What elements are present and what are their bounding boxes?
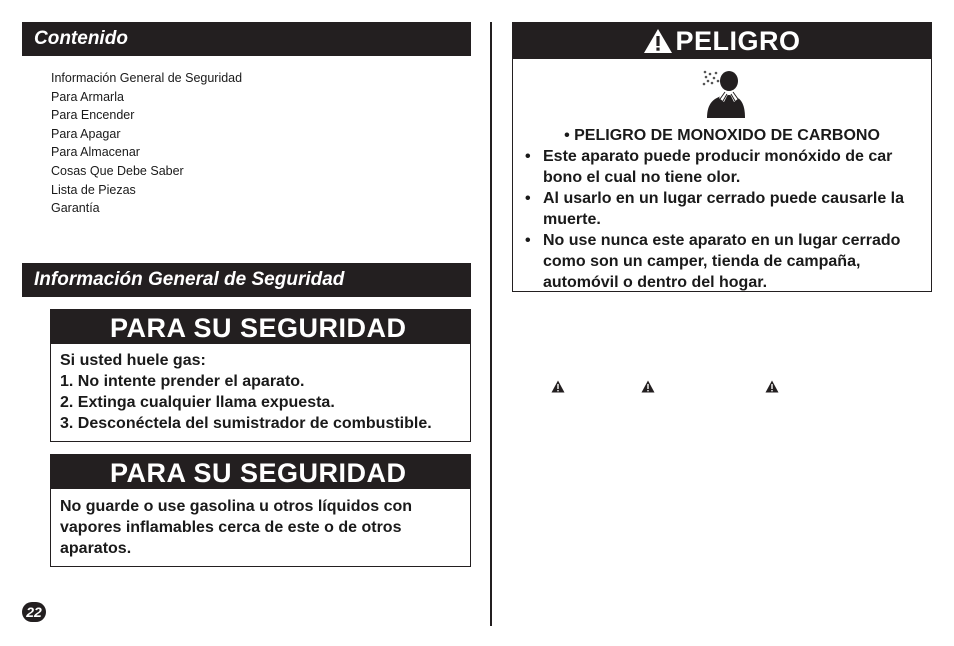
- safety-line: vapores inflamables cerca de este o de otros: [60, 519, 402, 536]
- co-poisoning-person-icon: [513, 68, 931, 118]
- safety-line: Si usted huele gas:: [60, 352, 206, 369]
- contents-heading: Contenido: [34, 28, 128, 49]
- bullet-line: bono el cual no tiene olor.: [543, 169, 741, 186]
- bullet-mark: •: [525, 190, 531, 207]
- toc-item: Lista de Piezas: [51, 182, 136, 197]
- safety-line: No guarde o use gasolina u otros líquidos con: [60, 498, 413, 515]
- bullet-line: muerte.: [543, 211, 601, 228]
- toc-item: Para Encender: [51, 108, 135, 123]
- safety-box-title: PARA SU SEGURIDAD: [51, 455, 470, 489]
- safety-box-title: PARA SU SEGURIDAD: [51, 310, 470, 344]
- bullet-line: Al usarlo en un lugar cerrado puede causarle la: [543, 190, 905, 207]
- safety-line: 2. Extinga cualquier llama expuesta.: [60, 394, 335, 411]
- bullet-line: como son un camper, tienda de campaña,: [543, 253, 861, 270]
- toc-item: Cosas Que Debe Saber: [51, 163, 184, 178]
- warning-triangle-icon: [551, 380, 565, 393]
- safety-box-gas-smell: [50, 309, 471, 442]
- danger-body: [513, 125, 931, 293]
- bullet-line: Este aparato puede producir monóxido de car: [543, 148, 893, 165]
- column-divider: [490, 22, 492, 626]
- warning-triangle-icon: [765, 380, 779, 393]
- danger-bullet: [513, 146, 931, 188]
- bullet-mark: •: [525, 148, 531, 165]
- toc-item: Para Almacenar: [51, 145, 140, 160]
- contents-heading-bar: [22, 22, 471, 56]
- danger-header: [513, 23, 931, 59]
- toc-item: Para Armarla: [51, 89, 124, 104]
- danger-bullet: [513, 188, 931, 230]
- bullet-line: No use nunca este aparato en un lugar cerrado: [543, 232, 901, 249]
- toc-item: Garantía: [51, 201, 100, 216]
- toc-item: Para Apagar: [51, 126, 121, 141]
- table-of-contents: [51, 69, 242, 218]
- safety-heading: Información General de Seguridad: [34, 269, 345, 290]
- safety-box-body: [51, 344, 470, 440]
- danger-title: PELIGRO: [675, 25, 801, 56]
- safety-box-body: [51, 489, 470, 565]
- bullet-mark: •: [525, 232, 531, 249]
- bullet-line: automóvil o dentro del hogar.: [543, 274, 768, 291]
- safety-line: 1. No intente prender el aparato.: [60, 373, 305, 390]
- warning-triangle-icon: [641, 380, 655, 393]
- safety-line: aparatos.: [60, 540, 132, 557]
- warning-triangle-icon: [643, 28, 673, 54]
- danger-bullet: [513, 230, 931, 293]
- safety-heading-bar: [22, 263, 471, 297]
- safety-box-gasoline: [50, 454, 471, 567]
- page-number: 22: [22, 602, 46, 622]
- danger-subhead: • PELIGRO DE MONOXIDO DE CARBONO: [564, 127, 880, 144]
- danger-box: [512, 22, 932, 292]
- toc-item: Información General de Seguridad: [51, 71, 243, 85]
- safety-line: 3. Desconéctela del sumistrador de combustible.: [60, 415, 432, 432]
